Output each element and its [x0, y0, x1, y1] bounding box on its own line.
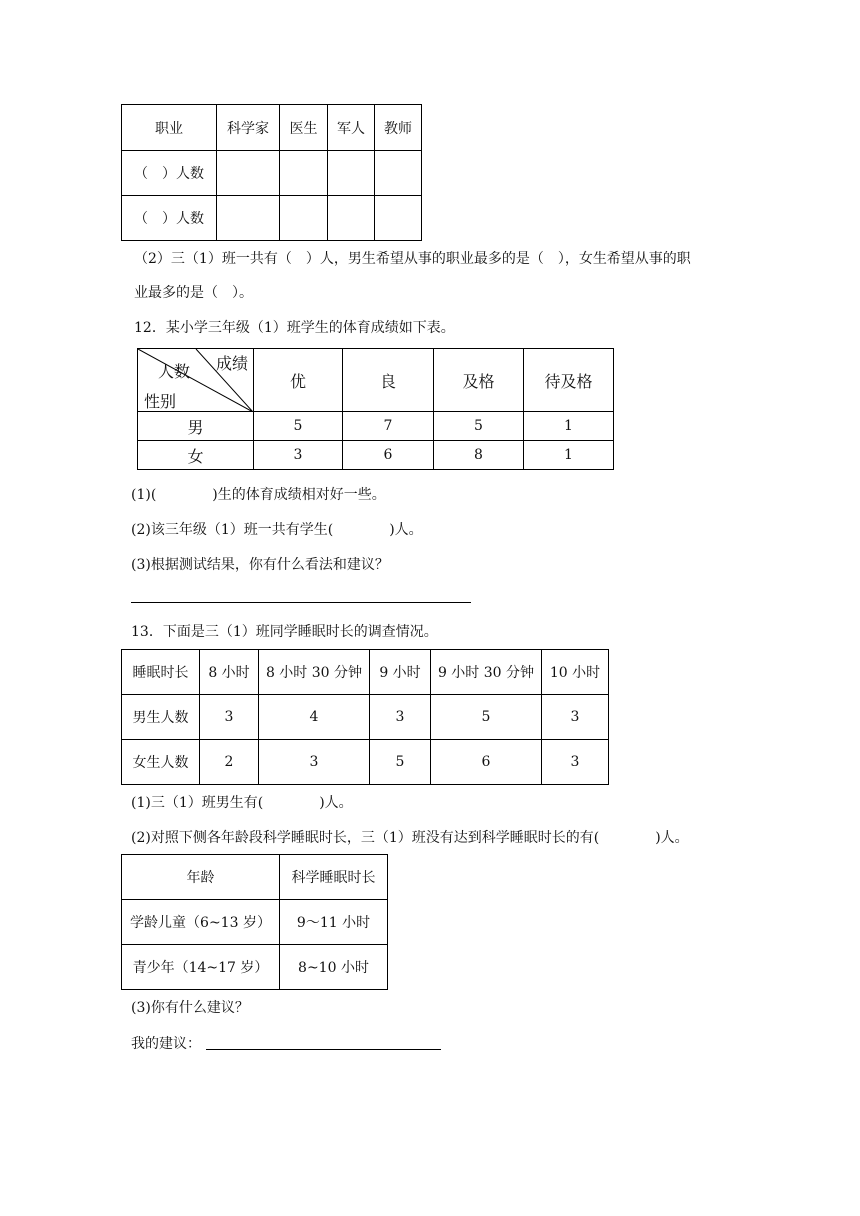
question-11-2-line2: 业最多的是（ ）。 [134, 285, 253, 301]
question-12-title: 12．某小学三年级（1）班学生的体育成绩如下表。 [134, 320, 455, 336]
table-header-cell: 医生 [280, 105, 328, 151]
table-cell [217, 151, 280, 196]
question-13-sub1: (1)三（1）班男生有( )人。 [131, 795, 353, 811]
table-row-label: 学龄儿童（6~13 岁） [122, 900, 280, 945]
question-13-title: 13．下面是三（1）班同学睡眠时长的调查情况。 [131, 624, 438, 640]
advice-answer-line [206, 1049, 441, 1050]
advice-label: 我的建议： [131, 1036, 201, 1052]
sleep-duration-table [121, 649, 609, 785]
table-cell: 5 [254, 412, 343, 441]
table-header-cell: 9 小时 [370, 650, 431, 695]
table-cell: 8~10 小时 [280, 945, 388, 990]
table-cell [375, 151, 422, 196]
table-row [122, 196, 422, 241]
corner-label-count: 人数 [158, 362, 191, 381]
table-header-row [122, 105, 422, 151]
table-header-cell: 职业 [122, 105, 217, 151]
table-header-cell: 年龄 [122, 855, 280, 900]
table-header-cell: 良 [343, 349, 434, 412]
table-header-cell: 待及格 [524, 349, 614, 412]
pe-score-table [137, 348, 614, 470]
table-header-cell: 睡眠时长 [122, 650, 200, 695]
table-cell: 3 [254, 441, 343, 470]
table-cell [328, 151, 375, 196]
table-header-cell: 科学家 [217, 105, 280, 151]
table-header-row [138, 349, 614, 412]
table-header-cell: 及格 [434, 349, 524, 412]
table-row [138, 412, 614, 441]
question-12-sub3: (3)根据测试结果，你有什么看法和建议？ [131, 557, 389, 573]
table-header-cell: 9 小时 30 分钟 [431, 650, 542, 695]
table-row-label: 女生人数 [122, 740, 200, 785]
table-header-cell: 科学睡眠时长 [280, 855, 388, 900]
question-13-sub2: (2)对照下侧各年龄段科学睡眠时长，三（1）班没有达到科学睡眠时长的有( )人。 [131, 830, 689, 846]
table-row-label: （ ）人数 [122, 196, 217, 241]
table-row [122, 740, 609, 785]
table-cell: 4 [259, 695, 370, 740]
table-cell [217, 196, 280, 241]
table-cell: 2 [200, 740, 259, 785]
table-row-label: 男 [138, 412, 254, 441]
table-cell [328, 196, 375, 241]
table-cell: 3 [259, 740, 370, 785]
table-row [138, 441, 614, 470]
question-12-sub1: (1)( )生的体育成绩相对好一些。 [131, 487, 386, 503]
table-cell: 3 [542, 695, 609, 740]
table-cell: 8 [434, 441, 524, 470]
table-row [122, 900, 388, 945]
table-row-label: （ ）人数 [122, 151, 217, 196]
table-row-label: 女 [138, 441, 254, 470]
table-cell: 5 [370, 740, 431, 785]
table-header-cell: 优 [254, 349, 343, 412]
table-cell: 9～11 小时 [280, 900, 388, 945]
table-row [122, 151, 422, 196]
answer-line [131, 602, 471, 603]
table-header-cell: 教师 [375, 105, 422, 151]
table-cell: 1 [524, 441, 614, 470]
table-header-cell: 军人 [328, 105, 375, 151]
occupation-table [121, 104, 422, 241]
question-11-2-line1: （2）三（1）班一共有（ ）人，男生希望从事的职业最多的是（ ），女生希望从事的职 [134, 251, 691, 267]
question-13-sub3: (3)你有什么建议？ [131, 1000, 249, 1016]
table-row-label: 男生人数 [122, 695, 200, 740]
table-cell: 3 [542, 740, 609, 785]
diagonal-header-cell [138, 349, 254, 412]
age-sleep-table [121, 854, 388, 990]
table-header-row [122, 855, 388, 900]
table-cell: 5 [434, 412, 524, 441]
table-cell: 6 [343, 441, 434, 470]
question-12-sub2: (2)该三年级（1）班一共有学生( )人。 [131, 522, 423, 538]
table-cell [375, 196, 422, 241]
table-row-label: 青少年（14~17 岁） [122, 945, 280, 990]
table-cell: 1 [524, 412, 614, 441]
table-cell: 3 [370, 695, 431, 740]
table-cell: 6 [431, 740, 542, 785]
table-cell [280, 196, 328, 241]
table-cell: 7 [343, 412, 434, 441]
table-cell: 3 [200, 695, 259, 740]
table-cell: 5 [431, 695, 542, 740]
corner-label-score: 成绩 [216, 354, 249, 373]
corner-label-gender: 性别 [144, 392, 177, 411]
table-row [122, 695, 609, 740]
table-header-row [122, 650, 609, 695]
table-header-cell: 10 小时 [542, 650, 609, 695]
table-header-cell: 8 小时 30 分钟 [259, 650, 370, 695]
table-cell [280, 151, 328, 196]
table-row [122, 945, 388, 990]
table-header-cell: 8 小时 [200, 650, 259, 695]
